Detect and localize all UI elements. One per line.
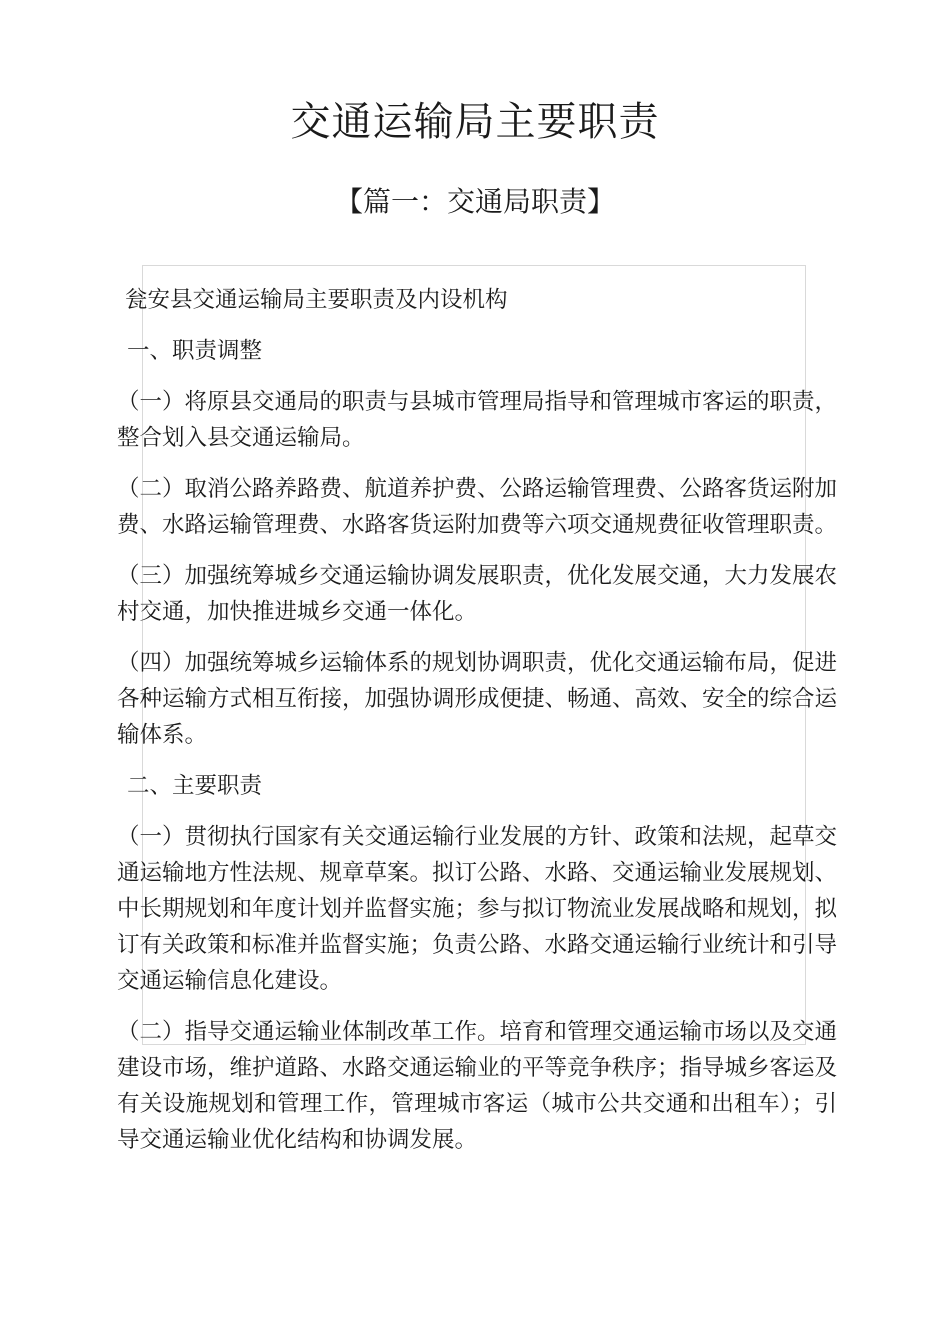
part1-item: （四）加强统筹城乡运输体系的规划协调职责，优化交通运输布局，促进各种运输方式相互衔接，加强协调形成便捷、畅通、高效、安全的综合运输体系。	[117, 650, 838, 748]
part2-item: （一）贯彻执行国家有关交通运输行业发展的方针、政策和法规，起草交通运输地方性法规、规章草案。拟订公路、水路、交通运输业发展规划、中长期规划和年度计划并监督实施；参与拟订物流业发展战略和规划，拟订有关政策和标准并监督实施；负责公路、水路交通运输行业统计和引导交通运输信息化建设。	[117, 824, 838, 994]
part2-item: （二）指导交通运输业体制改革工作。培育和管理交通运输市场以及交通建设市场，维护道路、水路交通运输业的平等竞争秩序；指导城乡客运及有关设施规划和管理工作，管理城市客运（城市公共交通和出租车）；引导交通运输业优化结构和协调发展。	[117, 1019, 838, 1153]
section-heading: 【篇一：交通局职责】	[334, 185, 615, 218]
page-title: 交通运输局主要职责	[290, 99, 660, 145]
part1-heading: 一、职责调整	[127, 338, 263, 364]
org-heading: 瓮安县交通运输局主要职责及内设机构	[125, 287, 508, 313]
document-body	[117, 282, 837, 1158]
part1-item: （二）取消公路养路费、航道养护费、公路运输管理费、公路客货运附加费、水路运输管理费、水路客货运附加费等六项交通规费征收管理职责。	[117, 476, 838, 538]
part1-item: （一）将原县交通局的职责与县城市管理局指导和管理城市客运的职责，整合划入县交通运输局。	[117, 389, 838, 451]
part2-heading: 二、主要职责	[127, 773, 263, 799]
part1-item: （三）加强统筹城乡交通运输协调发展职责，优化发展交通，大力发展农村交通，加快推进城乡交通一体化。	[117, 563, 838, 625]
